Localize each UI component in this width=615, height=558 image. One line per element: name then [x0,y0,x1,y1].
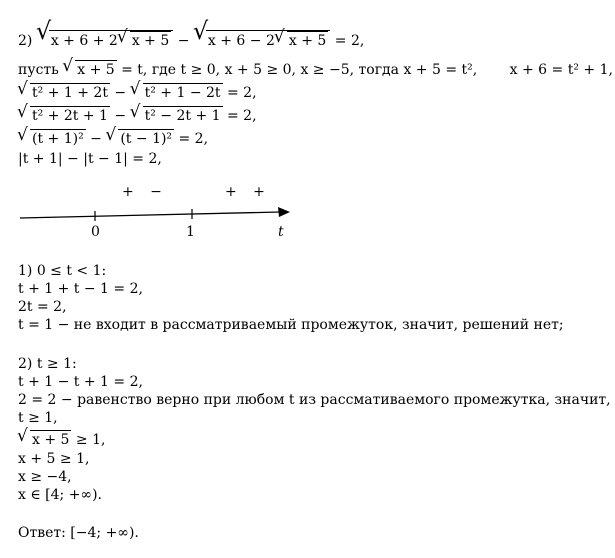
radical [133,83,223,102]
radicand: (t + 1)² [32,131,84,147]
tick-label-t: t [278,224,284,240]
equation-line-4 [18,106,257,125]
radicand-text: x + 6 + 2 [50,33,118,49]
radicand: x + 5 [77,62,115,78]
equals-part: = 2, [227,85,257,101]
radical-1 [39,30,173,50]
radicand-text: x + 6 − 2 [207,33,275,49]
case-2-step-1: t + 1 − t + 1 = 2, [18,374,143,390]
radicand: t² + 1 + 2t [32,85,108,101]
radicand: t² + 2t + 1 [32,108,108,124]
equation-line-6: |t + 1| − |t − 1| = 2, [18,151,162,167]
signs-right: + + [225,184,271,200]
equals-part: = 2, [227,108,257,124]
inner-radical-2 [277,31,328,50]
radicand: t² + 1 − 2t [144,85,221,101]
tick-label-0: 0 [91,224,100,240]
case-2-step-5: x + 5 ≥ 1, [18,451,90,467]
equation-line-3 [18,83,257,102]
tick-label-1: 1 [186,224,195,240]
case-1-step-1: t + 1 + t − 1 = 2, [18,281,143,297]
radical [133,106,223,125]
signs-left: + − [122,184,168,200]
case-2-step-7: x ∈ [4; +∞). [18,487,102,503]
inner-radicand: x + 5 [288,33,327,49]
radical [20,106,110,125]
equation-line-1 [18,30,364,50]
radical-sub [65,60,116,79]
equals-part: = 2, [178,131,209,147]
case-1-step-2: 2t = 2, [18,299,67,315]
answer-line: Ответ: [−4; +∞). [18,525,139,541]
radical-2 [196,30,330,50]
equals-part: = 2, [334,33,365,49]
axis-arrow [278,207,290,217]
inner-radicand: x + 5 [131,33,170,49]
substitution-text: = t, где t ≥ 0, x + 5 ≥ 0, x ≥ −5, тогда x + 5 = t², [121,62,478,78]
number-line [18,200,308,224]
case-1-conclusion: t = 1 − не входит в рассматриваемый промежуток, значит, решений нет; [18,317,564,333]
minus-sign: − [90,131,102,147]
equation-line-5 [18,129,208,148]
part-number: 2) [18,33,33,49]
case-2-step-2: 2 = 2 − равенство верно при любом t из рассмативаемого промежутка, значит, [18,392,611,408]
substitution-line [18,60,613,79]
case-2-heading: 2) t ≥ 1: [18,356,77,372]
minus-sign: − [177,33,190,49]
axis-line [20,212,280,218]
case-2-step-4 [18,430,105,449]
inner-radical-1 [120,31,171,50]
case-2-step-3: t ≥ 1, [18,410,58,426]
radicand: (t − 1)² [120,131,173,147]
minus-sign: − [114,108,127,124]
radical [108,129,174,148]
inequality-part: ≥ 1, [75,432,106,448]
case-1-heading: 1) 0 ≤ t < 1: [18,263,107,279]
radicand: t² − 2t + 1 [144,108,221,124]
radicand: x + 5 [32,432,70,448]
case-2-step-6: x ≥ −4, [18,469,72,485]
radical [20,129,86,148]
let-word: пусть [18,62,59,78]
radical [20,430,71,449]
radical [20,83,110,102]
minus-sign: − [114,85,127,101]
substitution-text-2: x + 6 = t² + 1, [509,62,613,78]
